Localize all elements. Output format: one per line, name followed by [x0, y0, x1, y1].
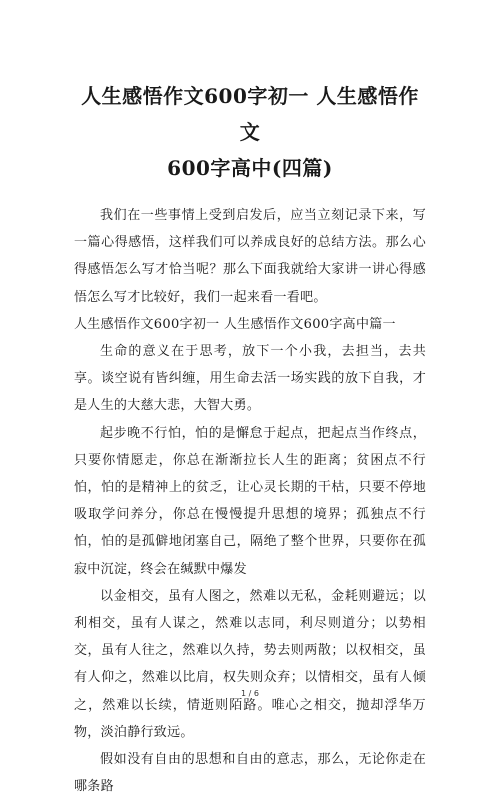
page-number: 1 / 6	[241, 689, 259, 698]
document-body	[74, 202, 426, 800]
document-title	[74, 0, 426, 186]
intro-paragraph: 我们在一些事情上受到启发后，应当立刻记录下来，写一篇心得感悟，这样我们可以养成良好的总结方法。那么心得感悟怎么写才恰当呢？那么下面我就给大家讲一讲心得感悟怎么写才比较好，我们一起来看一看吧。	[74, 208, 426, 305]
title-line-2: 600字高中(四篇)	[167, 156, 333, 180]
section-heading: 人生感悟作文600字初一 人生感悟作文600字高中篇一	[74, 316, 396, 332]
title-line-1: 人生感悟作文600字初一 人生感悟作文	[81, 84, 419, 144]
body-paragraph: 生命的意义在于思考，放下一个小我，去担当，去共享。谈空说有皆纠缠，用生命去活一场实践的放下自我，才是人生的大慈大悲，大智大勇。	[74, 344, 426, 414]
body-paragraph: 起步晚不行怕，怕的是懈怠于起点，把起点当作终点，只要你情愿走，你总在渐渐拉长人生的距离；贫困点不行怕，怕的是精神上的贫乏，让心灵长期的干枯，只要不停地吸取学问养分，你总在慢慢提升思想的境界；孤独点不行怕，怕的是孤僻地闭塞自己，隔绝了整个世界，只要你在孤寂中沉淀，终会在缄默中爆发	[74, 425, 426, 577]
body-paragraph: 假如没有自由的思想和自由的意志，那么，无论你走在哪条路	[74, 752, 426, 795]
body-paragraph: 以金相交，虽有人图之，然难以无私，金耗则避远；以利相交，虽有人谋之，然难以志同，利尽则道分；以势相交，虽有人往之，然难以久持，势去则两散；以权相交，虽有人仰之，然难以比肩，权失则众弃；以情相交，虽有人倾之，然难以长续，情逝则陌路。唯心之相交，抛却浮华万物，淡泊静行致远。	[74, 588, 426, 740]
